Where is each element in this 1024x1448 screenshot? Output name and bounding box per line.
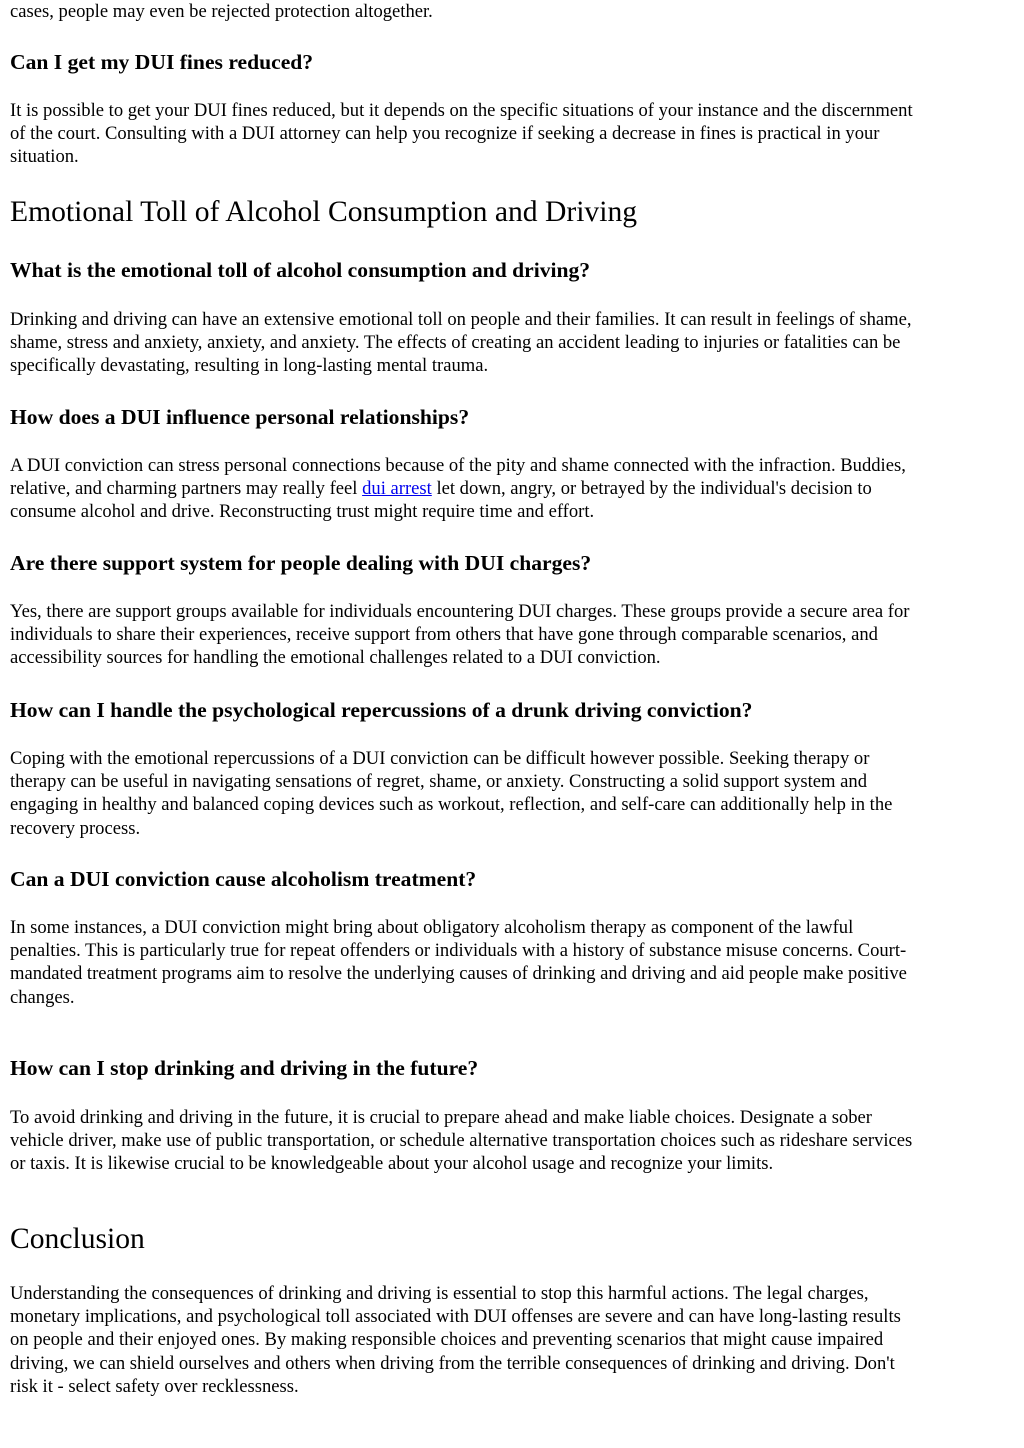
text-line: individuals to share their experiences, receive support from others that have gone through comparable scenarios, and bbox=[10, 624, 878, 646]
faq-question-psychological-repercussions: How can I handle the psychological repercussions of a drunk driving conviction? bbox=[10, 698, 753, 722]
text-line: penalties. This is particularly true for repeat offenders or individuals with a history of substance misuse concerns. Court- bbox=[10, 940, 907, 962]
text-line: risk it - select safety over recklessness. bbox=[10, 1375, 299, 1397]
text-line: accessibility sources for handling the emotional challenges related to a DUI conviction. bbox=[10, 647, 661, 669]
conclusion-paragraph bbox=[10, 1282, 1018, 1398]
faq-question-emotional-toll: What is the emotional toll of alcohol consumption and driving? bbox=[10, 258, 591, 282]
text-line: changes. bbox=[10, 986, 75, 1008]
faq-answer-alcoholism-treatment bbox=[10, 916, 1018, 1009]
faq-answer-emotional-toll bbox=[10, 308, 1018, 378]
faq-answer-fines-reduced bbox=[10, 99, 1018, 169]
section-heading-conclusion: Conclusion bbox=[10, 1223, 145, 1255]
text-segment: relative, and charming partners may really feel bbox=[10, 478, 363, 500]
text-line: Yes, there are support groups available for individuals encountering DUI charges. These groups provide a secure area for bbox=[10, 601, 910, 622]
faq-question-support-system: Are there support system for people dealing with DUI charges? bbox=[10, 551, 592, 575]
faq-answer-stop-drinking bbox=[10, 1106, 1018, 1176]
faq-answer-psychological-repercussions bbox=[10, 747, 1018, 840]
text-line: monetary implications, and psychological toll associated with DUI offenses are severe and can have long-lasting results bbox=[10, 1306, 901, 1328]
text-line: Drinking and driving can have an extensive emotional toll on people and their families. It can result in feelings of shame, bbox=[10, 309, 912, 330]
text-line: on people and their enjoyed ones. By making responsible choices and preventing scenarios that might cause impaired bbox=[10, 1329, 884, 1351]
faq-answer-relationships bbox=[10, 454, 1018, 524]
text-line: mandated treatment programs aim to resolve the underlying causes of drinking and driving and aid people make positive bbox=[10, 963, 907, 985]
text-line: Understanding the consequences of drinking and driving is essential to stop this harmful actions. The legal charges, bbox=[10, 1283, 869, 1304]
text-line: A DUI conviction can stress personal connections because of the pity and shame connected with the infraction. Buddies, bbox=[10, 455, 906, 476]
text-line: therapy can be useful in navigating sensations of regret, shame, or anxiety. Constructing a solid support system and bbox=[10, 771, 868, 793]
text-line: or taxis. It is likewise crucial to be knowledgeable about your alcohol usage and recognize your limits. bbox=[10, 1153, 774, 1175]
text-line: Coping with the emotional repercussions of a DUI conviction can be difficult however possible. Seeking therapy or bbox=[10, 748, 870, 769]
text-line: shame, stress and anxiety, anxiety, and anxiety. The effects of creating an accident leading to injuries or fatalities can be bbox=[10, 332, 901, 354]
faq-answer-support-system bbox=[10, 600, 1018, 670]
dui-arrest-link[interactable]: dui arrest bbox=[362, 478, 432, 500]
text-line: consume alcohol and drive. Reconstructing trust might require time and effort. bbox=[10, 501, 595, 523]
text-line: It is possible to get your DUI fines reduced, but it depends on the specific situations of your instance and the discernment bbox=[10, 100, 913, 121]
text-segment: let down, angry, or betrayed by the individual's decision to bbox=[431, 478, 872, 500]
paragraph-fragment bbox=[10, 0, 1018, 23]
faq-question-fines-reduced: Can I get my DUI fines reduced? bbox=[10, 50, 314, 74]
text-line: To avoid drinking and driving in the future, it is crucial to prepare ahead and make liable choices. Designate a sober bbox=[10, 1107, 872, 1128]
text-line: vehicle driver, make use of public transportation, or schedule alternative transportation choices such as rideshare services bbox=[10, 1130, 913, 1152]
faq-question-alcoholism-treatment: Can a DUI conviction cause alcoholism treatment? bbox=[10, 867, 477, 891]
text-line: of the court. Consulting with a DUI attorney can help you recognize if seeking a decrease in fines is practical in your bbox=[10, 123, 880, 145]
text-line: specifically devastating, resulting in long-lasting mental trauma. bbox=[10, 355, 489, 377]
text-line: situation. bbox=[10, 146, 79, 168]
faq-question-stop-drinking: How can I stop drinking and driving in the future? bbox=[10, 1056, 479, 1080]
text-line: cases, people may even be rejected protection altogether. bbox=[10, 1, 433, 22]
text-line: recovery process. bbox=[10, 817, 141, 839]
faq-question-relationships: How does a DUI influence personal relationships? bbox=[10, 405, 470, 429]
section-heading-emotional-toll: Emotional Toll of Alcohol Consumption and Driving bbox=[10, 196, 638, 228]
text-line: driving, we can shield ourselves and others when driving from the terrible consequences of drinking and driving. Don't bbox=[10, 1352, 895, 1374]
text-line: In some instances, a DUI conviction might bring about obligatory alcoholism therapy as component of the lawful bbox=[10, 917, 854, 938]
text-line: engaging in healthy and balanced coping devices such as workout, reflection, and self-care can additionally help in the bbox=[10, 794, 893, 816]
